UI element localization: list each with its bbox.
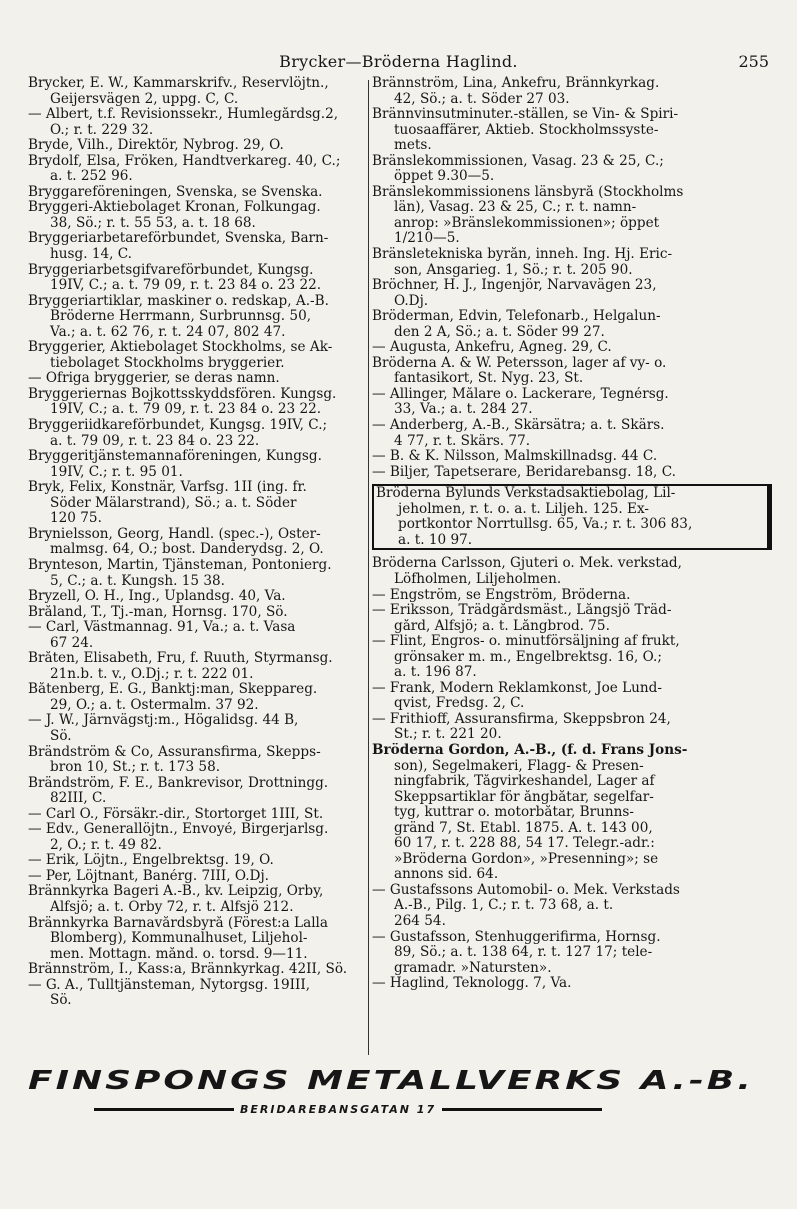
directory-entry-line: Bröderne Herrmann, Surbrunnsg. 50, (50, 309, 312, 325)
directory-entry-line: fantasikort, St. Nyg. 23, St. (394, 371, 584, 387)
directory-entry-line: — Edv., Generallöjtn., Envoyé, Birgerjarlsg. (28, 822, 329, 838)
directory-entry-line: men. Mottagn. månd. o. torsd. 9—11. (50, 946, 308, 962)
directory-entry-line: son), Segelmakeri, Flagg- & Presen- (394, 758, 644, 774)
directory-entry-line: 29, Ö.; a. t. Östermalm. 37 92. (50, 697, 259, 713)
directory-entry-line: Brydolf, Elsa, Fröken, Handtverkareg. 40, C.; (28, 153, 341, 169)
directory-entry-line: Brycker, E. W., Kammarskrifv., Reservlöjtn., (28, 76, 329, 91)
directory-entry-line: Bryde, Vilh., Direktör, Nybrog. 29, Ö. (28, 138, 284, 154)
directory-entry-line: 19IV, C.; a. t. 79 09, r. t. 23 84 o. 23 22. (50, 402, 322, 418)
directory-entry-line: 21n.b. t. v., Ö.Dj.; r. t. 222 01. (50, 666, 254, 682)
directory-entry-line: Sö. (50, 993, 72, 1009)
directory-entry-line: 1/210—5. (394, 231, 460, 247)
directory-entry-line: ningfabrik, Tågvirkeshandel, Lager af (394, 774, 655, 790)
directory-entry-line: 5, C.; a. t. Kungsh. 15 38. (50, 573, 225, 589)
directory-entry-line: 42, Sö.; a. t. Söder 27 03. (394, 91, 570, 107)
directory-entry-line: annons sid. 64. (394, 867, 499, 883)
directory-entry-line: Brännström, Lina, Änkefru, Brännkyrkag. (372, 76, 660, 91)
directory-entry-line: Bryggeri-Aktiebolaget Kronan, Folkungag. (28, 200, 321, 216)
directory-entry-line: Bryggerier, Aktiebolaget Stockholms, se Ak- (28, 340, 333, 356)
directory-entry-line: Bröderna A. & W. Petersson, lager af vy- o. (372, 355, 667, 371)
directory-entry-line: Bröderna Bylunds Verkstadsaktiebolag, Lil- (376, 486, 676, 502)
directory-entry-line: 2, Ö.; r. t. 49 82. (50, 837, 162, 853)
directory-entry-line: gård, Älfsjö; a. t. Långbrod. 75. (394, 618, 610, 634)
directory-entry-line: gränd 7, St. Etabl. 1875. A. t. 143 00, (394, 820, 653, 836)
directory-entry-line: tyg, kuttrar o. motorbåtar, Brunns- (394, 805, 634, 821)
page-header (0, 52, 797, 74)
directory-entry-line: Brännkyrka Barnavårdsbyrå (Förest:a Lalla (28, 915, 328, 931)
left-column (28, 76, 368, 1009)
directory-entry-line: — Erik, Löjtn., Engelbrektsg. 19, Ö. (28, 853, 274, 869)
directory-entry-line: 19IV, C.; r. t. 95 01. (50, 464, 183, 480)
directory-entry-line: 82III, C. (50, 791, 107, 807)
directory-entry-line: — Biljer, Tapetserare, Beridarebansg. 18, C. (372, 464, 676, 480)
directory-entry-line: Söder Mälarstrand), Sö.; a. t. Söder (50, 495, 297, 511)
directory-entry-line: Löfholmen, Liljeholmen. (394, 571, 562, 587)
directory-entry-line: — Haglind, Teknologg. 7, Va. (372, 976, 572, 992)
directory-entry-line: Bröderna Gordon, A.-B., (f. d. Frans Jons- (372, 742, 688, 758)
directory-entry-line: — Flint, Engros- o. minutförsäljning af frukt, (372, 634, 680, 650)
directory-entry-line: Blomberg), Kommunalhuset, Liljehol- (50, 931, 308, 947)
directory-entry-line: 120 75. (50, 511, 102, 527)
column-divider (368, 80, 369, 1055)
directory-entry-line: — Gustafsson, Stenhuggerifirma, Hornsg. (372, 929, 661, 945)
directory-entry-line: Bryk, Felix, Konstnär, Varfsg. 1II (ing. fr. (28, 480, 307, 496)
directory-entry-line: Brynielsson, Georg, Handl. (spec.-), Öster- (28, 526, 321, 542)
directory-entry-line: 60 17, r. t. 228 88, 54 17. Telegr.-adr.: (394, 836, 655, 852)
directory-entry-line: Brynteson, Martin, Tjänsteman, Pontonierg. (28, 557, 332, 573)
directory-entry-line: Bryggeritjänstemannaföreningen, Kungsg. (28, 449, 322, 465)
directory-entry-line: Bryzell, O. H., Ing., Uplandsg. 40, Va. (28, 589, 286, 605)
directory-entry-line: portkontor Norrtullsg. 65, Va.; r. t. 306 83, (398, 517, 693, 533)
directory-entry-line: — B. & K. Nilsson, Malmskillnadsg. 44 C. (372, 449, 658, 465)
directory-entry-line: Skeppsartiklar för ångbåtar, segelfar- (394, 789, 654, 805)
directory-entry-line: Geijersvägen 2, uppg. C, C. (50, 91, 239, 107)
directory-entry-line: tiebolaget Stockholms bryggerier. (50, 355, 285, 371)
directory-entry-line: Bråten, Elisabeth, Fru, f. Ruuth, Styrmansg. (28, 651, 333, 667)
directory-entry-line: 4 77, r. t. Skärs. 77. (394, 433, 531, 449)
right-column (372, 76, 772, 992)
running-title: Brycker—Bröderna Haglind. (279, 52, 518, 71)
directory-entry-line: a. t. 10 97. (398, 532, 473, 548)
directory-entry-line: den 2 A, Sö.; a. t. Söder 99 27. (394, 324, 605, 340)
directory-entry-line: — Carl, Västmannag. 91, Va.; a. t. Vasa (28, 620, 296, 636)
directory-entry-line: husg. 14, C. (50, 247, 133, 263)
directory-entry-line: anrop: »Bränslekommissionen»; öppet (394, 215, 660, 231)
directory-entry-line: län), Vasag. 23 & 25, C.; r. t. namn- (394, 200, 637, 216)
directory-entry-line: Bråland, T., Tj.-man, Hornsg. 170, Sö. (28, 604, 288, 620)
directory-entry-line: — Augusta, Änkefru, Agneg. 29, C. (372, 340, 612, 356)
directory-entry-line: Bröderman, Edvin, Telefonarb., Helgalun- (372, 309, 661, 325)
directory-entry-line: Brännkyrka Bageri A.-B., kv. Leipzig, Örby, (28, 884, 324, 900)
directory-entry-line: a. t. 196 87. (394, 665, 477, 681)
ornament-rule-right (442, 1108, 602, 1111)
advertiser-address: BERIDAREBANSGATAN 17 (240, 1103, 437, 1116)
directory-entry-line: Bryggeriernas Bojkottsskyddsfören. Kungsg. (28, 386, 337, 402)
directory-entry-line: Båtenberg, E. G., Banktj:man, Skeppareg. (28, 682, 318, 698)
directory-entry-line: 33, Va.; a. t. 284 27. (394, 402, 533, 418)
directory-entry-line: — Anderberg, A.-B., Skärsätra; a. t. Skärs. (372, 418, 665, 434)
directory-entry-line: Bryggeriartiklar, maskiner o. redskap, A.-B. (28, 293, 329, 309)
directory-entry-line: Ö.Dj. (394, 293, 429, 309)
directory-entry-line: qvist, Fredsg. 2, C. (394, 696, 525, 712)
directory-entry-line: St.; r. t. 221 20. (394, 727, 502, 743)
directory-entry-line: Bryggeriidkareförbundet, Kungsg. 19IV, C.; (28, 418, 328, 434)
directory-entry-line: a. t. 252 96. (50, 169, 133, 185)
directory-entry-line: — Frank, Modern Reklamkonst, Joe Lund- (372, 680, 662, 696)
directory-entry-line: — Gustafssons Automobil- o. Mek. Verkstads (372, 882, 680, 898)
directory-entry-line: Bröderna Carlsson, Gjuteri o. Mek. verkstad, (372, 556, 682, 572)
directory-entry-line: Brännvinsutminuter.-ställen, se Vin- & Spiri- (372, 107, 679, 123)
directory-entry-line: 38, Sö.; r. t. 55 53, a. t. 18 68. (50, 215, 256, 231)
directory-entry-line: Bränslekommissionen, Vasag. 23 & 25, C.; (372, 153, 664, 169)
directory-entry-line: Bränslekommissionens länsbyrå (Stockholms (372, 184, 684, 200)
directory-entry-line: gramadr. »Natursten». (394, 960, 552, 976)
directory-entry-line: Bryggeriarbetsgifvareförbundet, Kungsg. (28, 262, 314, 278)
right-column-entries-bottom (372, 556, 772, 991)
directory-entry-line: öppet 9.30—5. (394, 169, 495, 185)
advertiser-name: FINSPONGS METALLVERKS A.-B. (28, 1066, 754, 1096)
directory-entry-line: — Albert, t.f. Revisionssekr., Humlegårdsg.2, (28, 107, 339, 123)
directory-entry-line: grönsaker m. m., Engelbrektsg. 16, Ö.; (394, 649, 662, 665)
directory-entry-line: A.-B., Pilg. 1, C.; r. t. 73 68, a. t. (394, 898, 614, 914)
directory-entry-line: 67 24. (50, 635, 94, 651)
footer-advertisement (28, 1066, 768, 1116)
directory-entry-line: jeholmen, r. t. o. a. t. Liljeh. 125. Ex- (398, 501, 649, 517)
directory-entry-line: tuosaaffärer, Aktieb. Stockholmssyste- (394, 122, 659, 138)
boxed-entry-bylunds (372, 484, 772, 550)
directory-entry-line: »Bröderna Gordon», »Presenning»; se (394, 851, 659, 867)
ornament-rule-left (94, 1108, 234, 1111)
directory-entry-line: Älfsjö; a. t. Örby 72, r. t. Älfsjö 212. (50, 899, 294, 915)
directory-entry-line: Brännström, I., Kass:a, Brännkyrkag. 42II, Sö. (28, 962, 348, 978)
directory-entry-line: — Eriksson, Trädgårdsmäst., Långsjö Träd- (372, 603, 672, 619)
directory-entry-line: — Frithioff, Assuransfirma, Skeppsbron 24, (372, 711, 671, 727)
directory-entry-line: — Allinger, Målare o. Lackerare, Tegnérsg. (372, 386, 669, 402)
directory-entry-line: malmsg. 64, Ö.; bost. Danderydsg. 2, Ö. (50, 542, 324, 558)
directory-entry-line: — J. W., Järnvägstj:m., Högalidsg. 44 B, (28, 713, 299, 729)
directory-entry-line: mets. (394, 138, 432, 154)
directory-entry-line: — Engström, se Engström, Bröderna. (372, 587, 631, 603)
directory-entry-line: Va.; a. t. 62 76, r. t. 24 07, 802 47. (50, 324, 286, 340)
directory-entry-line: Brändström & Co, Assuransfirma, Skepps- (28, 744, 321, 760)
directory-entry-line: — Per, Löjtnant, Banérg. 7III, Ö.Dj. (28, 868, 269, 884)
right-column-entries-top (372, 76, 772, 480)
directory-entry-line: — Carl O., Försäkr.-dir., Stortorget 1III, St. (28, 806, 324, 822)
directory-entry-line: bron 10, St.; r. t. 173 58. (50, 760, 221, 776)
page-number: 255 (738, 52, 769, 71)
advertiser-tagline-row (88, 1103, 768, 1116)
directory-entry-line: 89, Sö.; a. t. 138 64, r. t. 127 17; tele- (394, 945, 653, 961)
directory-entry-line: Ö.; r. t. 229 32. (50, 122, 154, 138)
directory-entry-line: Brändström, F. E., Bankrevisor, Drottningg. (28, 775, 329, 791)
directory-entry-line: Bröchner, H. J., Ingenjör, Narvavägen 23, (372, 278, 657, 294)
directory-entry-line: Sö. (50, 728, 72, 744)
directory-entry-line: 264 54. (394, 913, 446, 929)
directory-entry-line: son, Ansgarieg. 1, Sö.; r. t. 205 90. (394, 262, 633, 278)
directory-entry-line: — G. A., Tulltjänsteman, Nytorgsg. 19III, (28, 977, 311, 993)
directory-entry-line: 19IV, C.; a. t. 79 09, r. t. 23 84 o. 23 22. (50, 278, 322, 294)
directory-entry-line: Bränsletekniska byrån, inneh. Ing. Hj. Eric- (372, 247, 673, 263)
directory-entry-line: Bryggareföreningen, Svenska, se Svenska. (28, 184, 323, 200)
directory-entry-line: Bryggeriarbetareförbundet, Svenska, Barn- (28, 231, 329, 247)
directory-entry-line: a. t. 79 09, r. t. 23 84 o. 23 22. (50, 433, 260, 449)
directory-entry-line: — Öfriga bryggerier, se deras namn. (28, 371, 280, 387)
